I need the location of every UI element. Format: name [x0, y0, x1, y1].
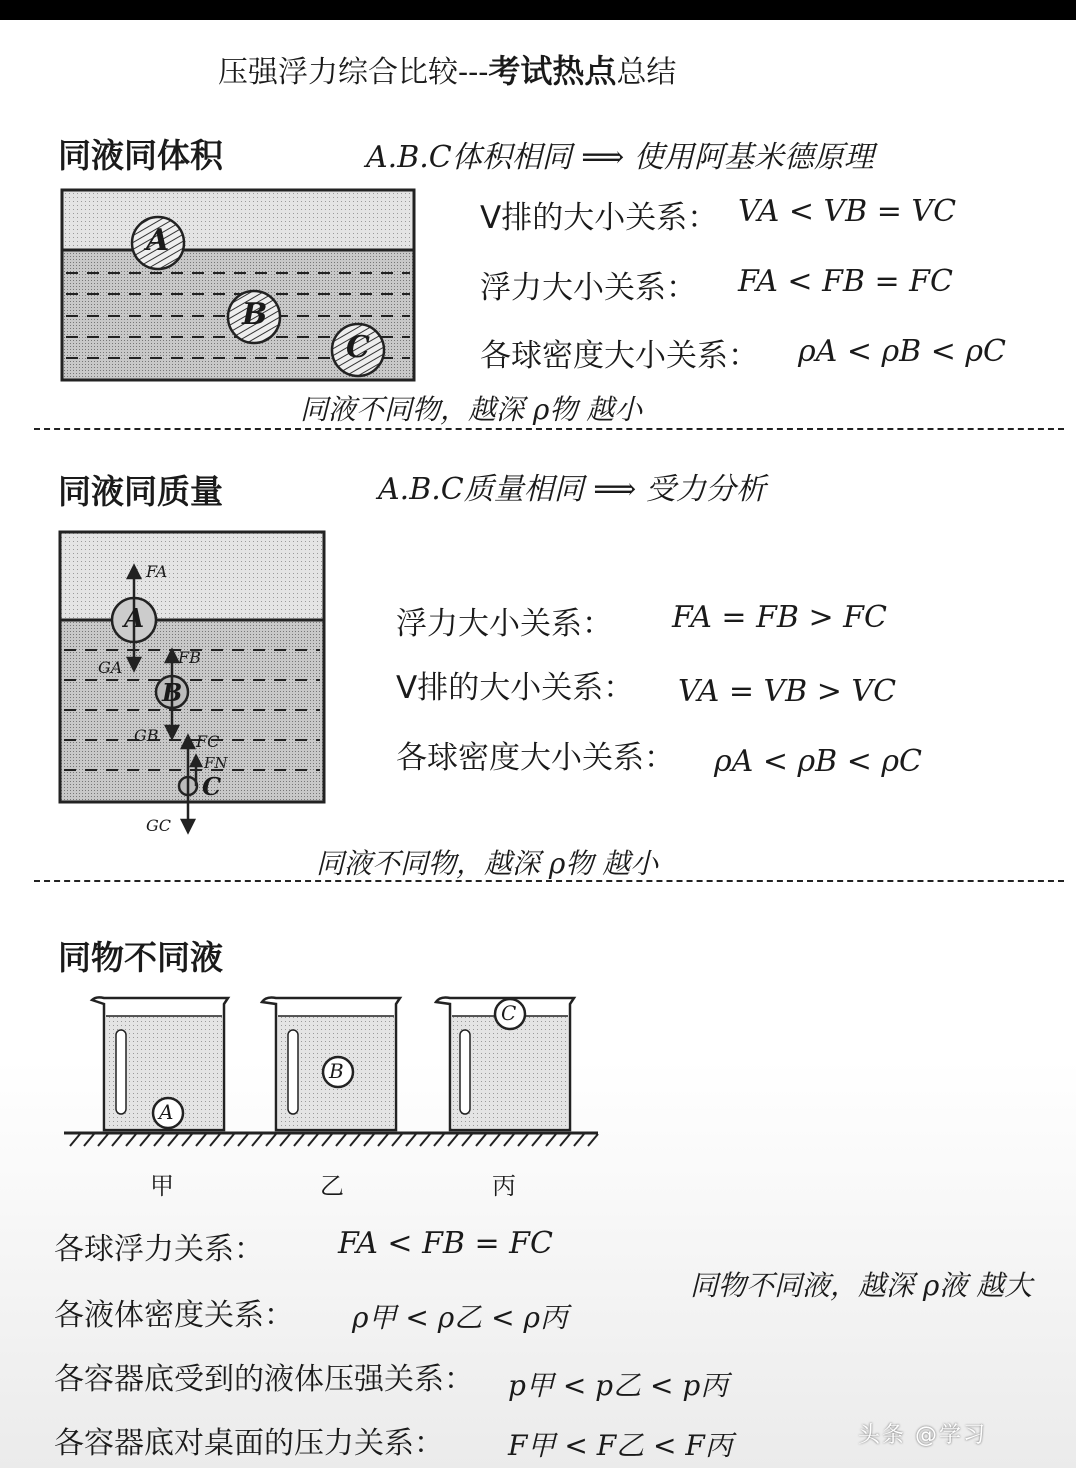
force-fa: FA	[146, 562, 168, 581]
force-ga: GA	[98, 658, 123, 677]
section1-heading: 同液同体积	[58, 136, 223, 175]
section1-conclusion: 同液不同物，越深 ρ物 越小	[300, 393, 643, 426]
container-label-jia: 甲	[150, 1172, 174, 1200]
title-bold-part: 考试热点	[488, 52, 617, 90]
s3-row-value: F甲 < F乙 < F丙	[508, 1429, 733, 1462]
label-b3: B	[329, 1059, 344, 1083]
s2-row-label: V排的大小关系：	[396, 670, 635, 706]
section2-conclusion: 同液不同物，越深 ρ物 越小	[316, 847, 659, 880]
section1-note: A.B.C体积相同 ⟹ 使用阿基米德原理	[366, 140, 874, 175]
label-a3: A	[159, 1100, 174, 1124]
s1-row-value: ρA < ρB < ρC	[798, 334, 1006, 369]
title-tail: 总结	[616, 55, 677, 90]
s2-row-value: FA = FB > FC	[672, 600, 887, 635]
watermark: 头条 @学习	[858, 1423, 987, 1448]
section2-heading: 同液同质量	[58, 472, 223, 511]
label-a: A	[146, 223, 170, 258]
s1-row-value: VA < VB = VC	[738, 194, 957, 229]
s3-row-label: 各液体密度关系：	[54, 1298, 294, 1333]
s3-row-label: 各球浮力关系：	[54, 1232, 264, 1267]
container-label-bing: 丙	[492, 1172, 516, 1200]
label-a2: A	[124, 604, 145, 634]
s1-row-label: 各球密度大小关系：	[480, 338, 759, 374]
label-b: B	[242, 297, 268, 332]
s1-row-label: 浮力大小关系：	[480, 270, 697, 306]
label-c3: C	[501, 1001, 517, 1025]
s2-row-label: 各球密度大小关系：	[396, 740, 675, 776]
section3-conclusion: 同物不同液，越深 ρ液 越大	[690, 1269, 1033, 1302]
force-fn: FN	[204, 754, 228, 772]
s3-row-value: FA < FB = FC	[338, 1226, 553, 1261]
s2-row-value: VA = VB > VC	[678, 674, 897, 709]
section3-heading: 同物不同液	[58, 938, 223, 977]
s1-row-label: V排的大小关系：	[480, 200, 719, 236]
label-c2: C	[202, 772, 222, 801]
s3-row-label: 各容器底受到的液体压强关系：	[54, 1362, 474, 1397]
s3-row-value: p甲 < p乙 < p丙	[508, 1369, 729, 1402]
section2-note: A.B.C质量相同 ⟹ 受力分析	[378, 472, 766, 507]
container-label-yi: 乙	[320, 1172, 344, 1200]
s3-row-label: 各容器底对桌面的压力关系：	[54, 1426, 444, 1461]
force-gb: GB	[134, 726, 159, 745]
label-b2: B	[162, 678, 183, 707]
force-fb: FB	[178, 648, 201, 667]
label-c: C	[346, 330, 370, 365]
force-gc: GC	[146, 816, 172, 835]
s2-row-value: ρA < ρB < ρC	[714, 744, 922, 779]
title-part: 压强浮力综合比较---	[218, 55, 489, 90]
s3-row-value: ρ甲 < ρ乙 < ρ丙	[352, 1301, 568, 1334]
s1-row-value: FA < FB = FC	[738, 264, 953, 299]
force-fc: FC	[196, 732, 220, 751]
s2-row-label: 浮力大小关系：	[396, 606, 613, 642]
